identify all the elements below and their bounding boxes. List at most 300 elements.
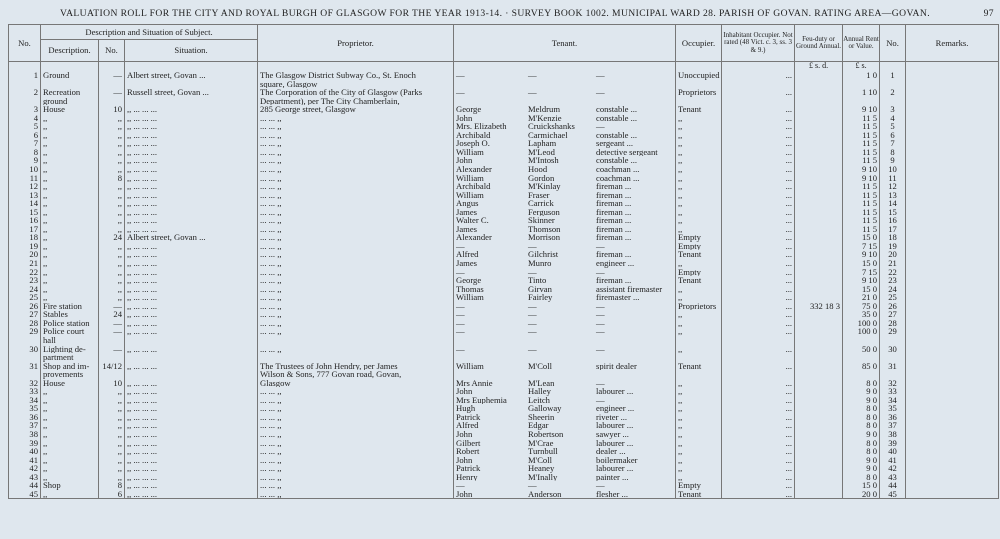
row-no	[9, 353, 41, 362]
row-remarks	[906, 268, 999, 277]
row-rent: 8 0	[843, 439, 880, 448]
tenant-first-name: William	[456, 293, 484, 302]
tenant-occupation: —	[596, 481, 605, 490]
row-number: —	[99, 345, 125, 354]
row-no2: 39	[880, 439, 906, 448]
tenant-first-name: Mrs. Elizabeth	[456, 122, 507, 131]
row-no2: 31	[880, 362, 906, 371]
tenant-occupation: fireman ...	[596, 216, 632, 225]
row-rent: 11 5	[843, 122, 880, 131]
row-occupier: ,,	[676, 447, 722, 456]
row-inhabitant: ...	[722, 379, 795, 388]
row-number: 14/12	[99, 362, 125, 371]
row-rent: 21 0	[843, 293, 880, 302]
row-rent: 15 0	[843, 481, 880, 490]
row-tenant	[454, 80, 676, 89]
table-row	[9, 302, 999, 311]
row-inhabitant: ...	[722, 182, 795, 191]
row-no: 44	[9, 481, 41, 490]
row-proprietor: ... ... ,,	[258, 191, 454, 200]
row-rent: 9 0	[843, 396, 880, 405]
row-description: Police station	[41, 319, 99, 328]
tenant-surname: Hood	[528, 165, 548, 174]
tenant-first-name: John	[456, 156, 473, 166]
row-feuduty	[795, 464, 843, 473]
row-inhabitant: ...	[722, 276, 795, 285]
row-feuduty	[795, 336, 843, 345]
table-row	[9, 182, 999, 191]
row-remarks	[906, 148, 999, 157]
row-rent: 8 0	[843, 473, 880, 482]
row-feuduty	[795, 80, 843, 89]
tenant-occupation: dealer ...	[596, 447, 626, 456]
row-feuduty	[795, 148, 843, 157]
tenant-first-name: Joseph O.	[456, 139, 490, 148]
row-proprietor: ... ... ,,	[258, 404, 454, 413]
row-tenant	[454, 156, 676, 165]
row-rent: 9 10	[843, 165, 880, 174]
row-remarks	[906, 387, 999, 396]
tenant-surname: Munro	[528, 259, 552, 268]
row-rent: 9 0	[843, 387, 880, 396]
row-tenant	[454, 105, 676, 114]
row-feuduty	[795, 293, 843, 302]
table-row	[9, 404, 999, 413]
row-proprietor: ... ... ,,	[258, 182, 454, 191]
tenant-occupation: —	[596, 241, 605, 251]
tenant-surname: M'Coll	[528, 361, 553, 371]
row-description: ,,	[41, 259, 99, 268]
row-remarks	[906, 114, 999, 123]
row-tenant	[454, 490, 676, 499]
row-inhabitant: ...	[722, 464, 795, 473]
tenant-first-name: Hugh	[456, 404, 476, 413]
row-rent: 11 5	[843, 182, 880, 191]
row-tenant	[454, 370, 676, 379]
row-rent: 9 10	[843, 250, 880, 259]
row-no: 9	[9, 156, 41, 165]
row-rent	[843, 370, 880, 379]
row-feuduty	[795, 396, 843, 405]
row-tenant	[454, 285, 676, 294]
row-feuduty	[795, 174, 843, 183]
row-number: 10	[99, 105, 125, 114]
row-rent: 11 5	[843, 225, 880, 234]
row-situation: ,, ... ... ...	[125, 182, 258, 191]
row-rent	[843, 353, 880, 362]
tenant-surname: Edgar	[528, 421, 549, 430]
row-proprietor: ... ... ,,	[258, 148, 454, 157]
row-number: ,,	[99, 396, 125, 405]
row-rent: 15 0	[843, 233, 880, 242]
row-no2	[880, 370, 906, 379]
row-tenant	[454, 259, 676, 268]
row-description: ,,	[41, 156, 99, 165]
tenant-occupation: sawyer ...	[596, 429, 629, 439]
page-header	[0, 0, 1000, 22]
row-rent: 20 0	[843, 490, 880, 499]
page-title: VALUATION ROLL FOR THE CITY AND ROYAL BURGH OF GLASGOW FOR THE YEAR 1913-14. · SURVEY BOOK 1002. MUNICIPAL WARD 28. PARISH OF GOVAN. RATING AREA—GOVAN.	[60, 8, 930, 19]
row-proprietor: ... ... ,,	[258, 156, 454, 165]
tenant-surname: —	[528, 318, 537, 328]
row-remarks	[906, 456, 999, 465]
row-occupier: ,,	[676, 182, 722, 191]
tenant-first-name: George	[456, 276, 482, 285]
tenant-surname: Halley	[528, 387, 551, 396]
row-no2: 7	[880, 139, 906, 148]
row-remarks	[906, 225, 999, 234]
row-number: ,,	[99, 259, 125, 268]
row-no: 21	[9, 259, 41, 268]
table-row	[9, 156, 999, 165]
row-remarks	[906, 105, 999, 114]
row-no: 29	[9, 327, 41, 336]
row-situation: ,, ... ... ...	[125, 276, 258, 285]
row-tenant	[454, 174, 676, 183]
tenant-first-name: —	[456, 71, 465, 80]
row-rent: 8 0	[843, 421, 880, 430]
row-situation: ,, ... ... ...	[125, 362, 258, 371]
row-no2: 20	[880, 250, 906, 259]
row-remarks	[906, 370, 999, 379]
row-tenant	[454, 293, 676, 302]
row-proprietor: ... ... ,,	[258, 233, 454, 242]
row-no: 37	[9, 421, 41, 430]
row-rent: 85 0	[843, 362, 880, 371]
table-row	[9, 268, 999, 277]
row-number: ,,	[99, 285, 125, 294]
tenant-surname: —	[528, 327, 537, 336]
row-no: 34	[9, 396, 41, 405]
tenant-surname: Ferguson	[528, 207, 560, 217]
tenant-surname: Skinner	[528, 216, 555, 225]
row-proprietor: ... ... ,,	[258, 242, 454, 251]
table-row	[9, 105, 999, 114]
row-occupier: Empty	[676, 481, 722, 490]
row-proprietor: ... ... ,,	[258, 456, 454, 465]
row-no: 38	[9, 430, 41, 439]
row-no: 33	[9, 387, 41, 396]
row-occupier: ,,	[676, 379, 722, 388]
row-description: ,,	[41, 464, 99, 473]
row-tenant	[454, 473, 676, 482]
row-feuduty	[795, 285, 843, 294]
row-number: ,,	[99, 242, 125, 251]
tenant-first-name: George	[456, 105, 482, 114]
row-tenant	[454, 404, 676, 413]
row-description: provements	[41, 370, 99, 379]
row-inhabitant: ...	[722, 105, 795, 114]
tenant-surname: M'Kenzie	[528, 113, 562, 123]
row-rent: 11 5	[843, 131, 880, 140]
tenant-surname: Morrison	[528, 233, 561, 242]
row-inhabitant: ...	[722, 456, 795, 465]
tenant-occupation: engineer ...	[596, 259, 635, 268]
col-proprietor: Proprietor.	[258, 25, 454, 62]
row-remarks	[906, 345, 999, 354]
row-rent: 1 10	[843, 88, 880, 97]
row-number: ,,	[99, 122, 125, 131]
row-description: partment	[41, 353, 99, 362]
row-inhabitant: ...	[722, 302, 795, 311]
row-proprietor: The Trustees of John Hendry, per James	[258, 362, 454, 371]
row-proprietor: ... ... ,,	[258, 464, 454, 473]
row-description: ,,	[41, 174, 99, 183]
row-no2: 32	[880, 379, 906, 388]
tenant-surname: Robertson	[528, 429, 564, 439]
row-no2	[880, 353, 906, 362]
unit-feuduty: £ s. d.	[795, 62, 843, 72]
row-number: 6	[99, 490, 125, 499]
row-rent: 100 0	[843, 319, 880, 328]
row-situation: ,, ... ... ...	[125, 473, 258, 482]
row-situation: ,, ... ... ...	[125, 319, 258, 328]
row-remarks	[906, 71, 999, 80]
row-occupier: ,,	[676, 156, 722, 165]
row-number: ,,	[99, 464, 125, 473]
row-situation: ,, ... ... ...	[125, 225, 258, 234]
row-remarks	[906, 122, 999, 131]
tenant-surname: M'Inally	[528, 472, 558, 482]
row-feuduty	[795, 139, 843, 148]
row-no2: 18	[880, 233, 906, 242]
row-remarks	[906, 174, 999, 183]
tenant-occupation: —	[596, 310, 605, 319]
row-tenant	[454, 191, 676, 200]
col-rent: Annual Rent or Value.	[843, 25, 880, 62]
tenant-surname: M'Leod	[528, 147, 555, 157]
table-row	[9, 114, 999, 123]
row-no2	[880, 97, 906, 106]
row-rent: 8 0	[843, 379, 880, 388]
row-feuduty	[795, 122, 843, 131]
col-remarks: Remarks.	[906, 25, 999, 62]
col-number: No.	[99, 40, 125, 62]
row-situation: ,, ... ... ...	[125, 293, 258, 302]
tenant-first-name: Alexander	[456, 165, 492, 174]
row-no2: 11	[880, 174, 906, 183]
row-feuduty	[795, 481, 843, 490]
row-description: ,,	[41, 430, 99, 439]
row-no2: 12	[880, 182, 906, 191]
row-situation: ,, ... ... ...	[125, 413, 258, 422]
row-inhabitant: ...	[722, 490, 795, 499]
table-row	[9, 97, 999, 106]
row-inhabitant	[722, 97, 795, 106]
row-situation: ,, ... ... ...	[125, 259, 258, 268]
row-proprietor: ... ... ,,	[258, 302, 454, 311]
table-row	[9, 233, 999, 242]
tenant-occupation: fireman ...	[596, 233, 632, 242]
row-remarks	[906, 447, 999, 456]
row-feuduty	[795, 88, 843, 97]
row-tenant	[454, 362, 676, 371]
row-rent: 11 5	[843, 208, 880, 217]
tenant-first-name: William	[456, 361, 484, 371]
table-row	[9, 80, 999, 89]
row-feuduty	[795, 362, 843, 371]
row-no: 22	[9, 268, 41, 277]
tenant-first-name: Patrick	[456, 412, 481, 422]
row-inhabitant	[722, 370, 795, 379]
row-remarks	[906, 430, 999, 439]
table-row	[9, 259, 999, 268]
row-inhabitant: ...	[722, 148, 795, 157]
tenant-first-name: William	[456, 190, 484, 200]
row-description: ,,	[41, 268, 99, 277]
row-number	[99, 370, 125, 379]
row-occupier	[676, 336, 722, 345]
row-situation	[125, 336, 258, 345]
tenant-first-name: Robert	[456, 447, 480, 456]
row-rent: 11 5	[843, 148, 880, 157]
row-no: 45	[9, 490, 41, 499]
row-occupier: ,,	[676, 293, 722, 302]
row-number: ,,	[99, 131, 125, 140]
tenant-surname: —	[528, 481, 537, 490]
row-feuduty	[795, 421, 843, 430]
row-no2: 45	[880, 490, 906, 499]
row-no: 19	[9, 242, 41, 251]
row-no: 41	[9, 456, 41, 465]
tenant-surname: Gordon	[528, 173, 555, 183]
row-feuduty	[795, 259, 843, 268]
tenant-first-name: John	[456, 455, 473, 465]
row-inhabitant: ...	[722, 259, 795, 268]
tenant-first-name: Mrs Annie	[456, 378, 493, 388]
row-occupier: Tenant	[676, 490, 722, 499]
tenant-first-name: John	[456, 429, 473, 439]
row-proprietor: ... ... ,,	[258, 421, 454, 430]
row-number: ,,	[99, 447, 125, 456]
row-number: ,,	[99, 182, 125, 191]
row-inhabitant: ...	[722, 473, 795, 482]
row-inhabitant: ...	[722, 293, 795, 302]
tenant-occupation: fireman ...	[596, 182, 632, 191]
unit-rent: £ s.	[843, 62, 880, 72]
row-occupier: Unoccupied	[676, 71, 722, 80]
tenant-occupation: fireman ...	[596, 199, 632, 208]
row-number: ,,	[99, 250, 125, 259]
row-tenant	[454, 97, 676, 106]
tenant-occupation: sergeant ...	[596, 139, 634, 148]
row-number	[99, 353, 125, 362]
table-row	[9, 447, 999, 456]
row-rent: 11 5	[843, 139, 880, 148]
table-row	[9, 353, 999, 362]
row-feuduty	[795, 379, 843, 388]
row-occupier: ,,	[676, 404, 722, 413]
row-remarks	[906, 439, 999, 448]
row-no: 15	[9, 208, 41, 217]
row-number	[99, 336, 125, 345]
tenant-surname: M'Intosh	[528, 156, 559, 166]
row-tenant	[454, 456, 676, 465]
row-proprietor: ... ... ,,	[258, 139, 454, 148]
row-occupier: ,,	[676, 456, 722, 465]
row-situation: Russell street, Govan ...	[125, 88, 258, 97]
row-tenant	[454, 430, 676, 439]
tenant-occupation: painter ...	[596, 472, 629, 482]
row-number: ,,	[99, 293, 125, 302]
row-feuduty	[795, 319, 843, 328]
row-tenant	[454, 225, 676, 234]
row-no: 8	[9, 148, 41, 157]
row-rent: 9 0	[843, 464, 880, 473]
row-situation: ,, ... ... ...	[125, 139, 258, 148]
row-proprietor: Wilson & Sons, 777 Govan road, Govan,	[258, 370, 454, 379]
row-no: 17	[9, 225, 41, 234]
row-rent: 11 5	[843, 156, 880, 165]
row-feuduty	[795, 345, 843, 354]
row-inhabitant: ...	[722, 216, 795, 225]
row-no: 35	[9, 404, 41, 413]
row-number: —	[99, 88, 125, 97]
table-row	[9, 439, 999, 448]
row-no: 4	[9, 114, 41, 123]
row-no2: 43	[880, 473, 906, 482]
row-proprietor: ... ... ,,	[258, 199, 454, 208]
row-feuduty	[795, 276, 843, 285]
row-description: ,,	[41, 242, 99, 251]
row-no: 13	[9, 191, 41, 200]
table-row	[9, 131, 999, 140]
row-tenant	[454, 148, 676, 157]
table-row	[9, 191, 999, 200]
col-feuduty: Feu-duty or Ground Annual.	[795, 25, 843, 62]
row-proprietor: The Corporation of the City of Glasgow (Parks	[258, 88, 454, 97]
row-description: ,,	[41, 250, 99, 259]
row-proprietor: ... ... ,,	[258, 387, 454, 396]
table-row	[9, 165, 999, 174]
row-description: ,,	[41, 216, 99, 225]
row-feuduty	[795, 216, 843, 225]
row-no2: 26	[880, 302, 906, 311]
row-no2: 2	[880, 88, 906, 97]
tenant-surname: Lapham	[528, 139, 557, 148]
row-number: ,,	[99, 191, 125, 200]
row-remarks	[906, 319, 999, 328]
row-proprietor: ... ... ,,	[258, 490, 454, 499]
row-occupier: ,,	[676, 439, 722, 448]
tenant-surname: —	[528, 344, 537, 354]
row-occupier: ,,	[676, 387, 722, 396]
row-number: ,,	[99, 139, 125, 148]
row-feuduty	[795, 156, 843, 165]
table-row	[9, 456, 999, 465]
row-no2: 8	[880, 148, 906, 157]
col-occupier: Occupier.	[676, 25, 722, 62]
tenant-first-name: —	[456, 241, 465, 251]
row-inhabitant: ...	[722, 421, 795, 430]
tenant-occupation: —	[596, 344, 605, 354]
row-no: 36	[9, 413, 41, 422]
row-proprietor: Glasgow	[258, 379, 454, 388]
row-situation: ,, ... ... ...	[125, 404, 258, 413]
tenant-surname: Cruickshanks	[528, 122, 575, 131]
row-number: 8	[99, 174, 125, 183]
row-number: —	[99, 71, 125, 80]
row-description: ,,	[41, 285, 99, 294]
row-occupier: ,,	[676, 114, 722, 123]
row-inhabitant: ...	[722, 327, 795, 336]
row-remarks	[906, 421, 999, 430]
table-row	[9, 387, 999, 396]
tenant-surname: Girvan	[528, 284, 552, 294]
row-description: ,,	[41, 447, 99, 456]
row-situation: ,, ... ... ...	[125, 285, 258, 294]
row-description: House	[41, 105, 99, 114]
